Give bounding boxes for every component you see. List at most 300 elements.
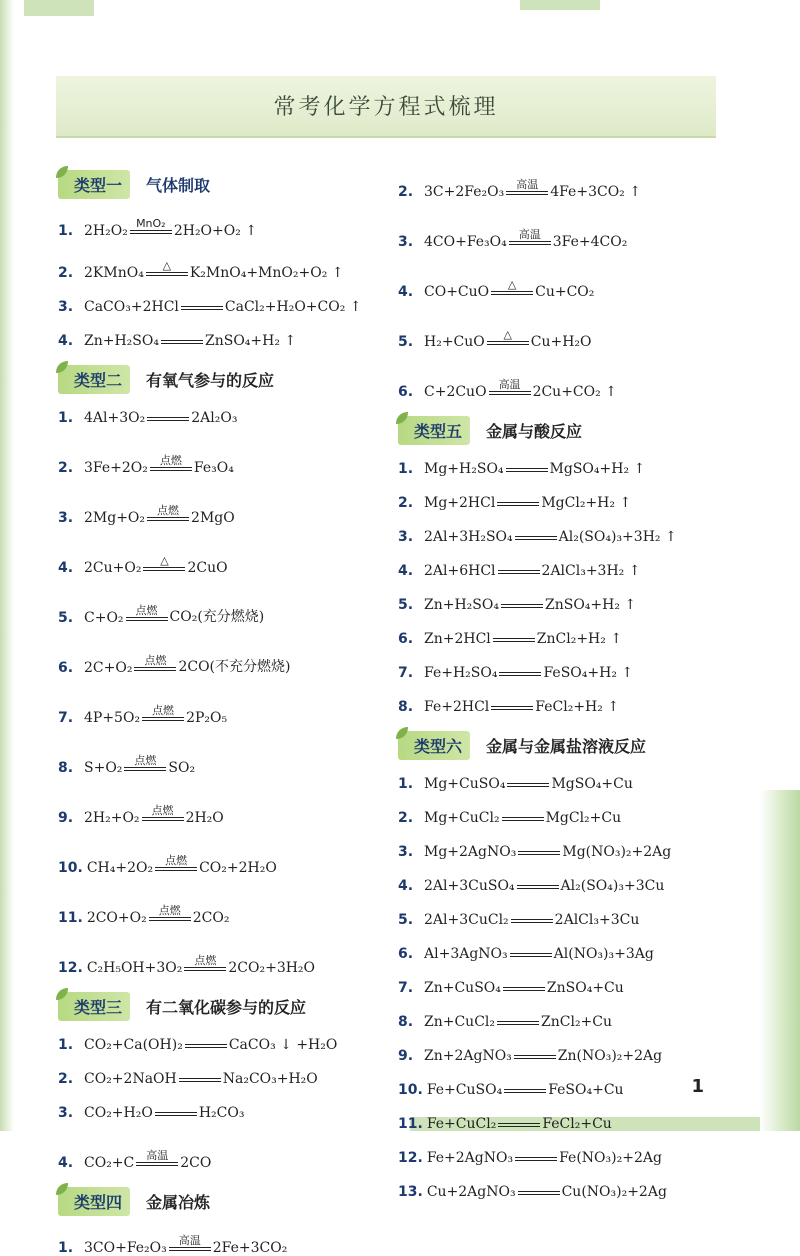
reactants: 2H₂O₂ bbox=[84, 223, 128, 239]
equation-number: 6. bbox=[398, 946, 414, 962]
reaction-arrow bbox=[491, 279, 533, 300]
products: Al₂(SO₄)₃+3H₂ ↑ bbox=[558, 529, 677, 545]
double-bar bbox=[179, 1078, 221, 1082]
double-bar bbox=[515, 1157, 557, 1161]
reaction-condition: MnO₂ bbox=[136, 217, 166, 230]
products: H₂CO₃ bbox=[198, 1105, 245, 1121]
double-bar bbox=[493, 638, 535, 642]
reaction-arrow bbox=[150, 455, 192, 476]
double-bar bbox=[514, 1055, 556, 1059]
products: FeSO₄+H₂ ↑ bbox=[543, 665, 634, 681]
reaction-arrow bbox=[124, 755, 166, 776]
equation-row bbox=[58, 796, 378, 826]
section-tag-label: 类型一 bbox=[74, 176, 123, 195]
equation-number: 3. bbox=[398, 529, 414, 545]
leaf-icon bbox=[54, 359, 70, 375]
products: Al(NO₃)₃+3Ag bbox=[553, 946, 654, 962]
products: ZnSO₄+H₂ ↑ bbox=[204, 333, 297, 349]
products: Al₂(SO₄)₃+3Cu bbox=[560, 878, 665, 894]
reaction-arrow bbox=[143, 555, 185, 576]
double-bar bbox=[518, 1191, 560, 1195]
equation-number: 4. bbox=[398, 878, 414, 894]
equation-row bbox=[398, 804, 768, 826]
double-bar bbox=[169, 1247, 211, 1251]
section-heading bbox=[58, 365, 378, 394]
reaction-condition: 点燃 bbox=[135, 604, 158, 617]
products: CO₂+2H₂O bbox=[199, 860, 277, 876]
reaction-arrow bbox=[491, 694, 533, 715]
reactants: Mg+CuSO₄ bbox=[424, 776, 506, 792]
equation-number: 2. bbox=[58, 460, 74, 476]
equation-row bbox=[398, 170, 768, 200]
products: Cu+H₂O bbox=[530, 334, 592, 350]
reactants: Mg+CuCl₂ bbox=[424, 810, 500, 826]
section-tag-label: 类型三 bbox=[74, 998, 123, 1017]
reaction-arrow bbox=[185, 1032, 227, 1053]
double-bar bbox=[185, 1044, 227, 1048]
products: 4Fe+3CO₂ ↑ bbox=[550, 184, 641, 200]
reactants: Zn+CuSO₄ bbox=[424, 980, 501, 996]
reactants: Fe+CuSO₄ bbox=[426, 1082, 503, 1098]
reactants: 2Mg+O₂ bbox=[84, 510, 146, 526]
section-tag bbox=[398, 731, 470, 760]
products: 2AlCl₃+3H₂ ↑ bbox=[541, 563, 641, 579]
equation-row bbox=[398, 455, 768, 477]
double-bar bbox=[136, 1162, 178, 1166]
reaction-arrow bbox=[504, 1077, 546, 1098]
double-bar bbox=[134, 667, 176, 671]
equation-number: 10. bbox=[58, 860, 83, 876]
leaf-icon bbox=[394, 725, 410, 741]
reactants: H₂+CuO bbox=[424, 334, 485, 350]
section-tag-label: 类型四 bbox=[74, 1193, 123, 1212]
section-heading bbox=[398, 731, 768, 760]
reaction-arrow bbox=[184, 955, 226, 976]
reactants: C+2CuO bbox=[424, 384, 487, 400]
equation-number: 5. bbox=[398, 334, 414, 350]
reactants: CO₂+H₂O bbox=[84, 1105, 153, 1121]
equation-number: 3. bbox=[398, 844, 414, 860]
section-title: 金属与金属盐溶液反应 bbox=[486, 737, 647, 756]
equation-row bbox=[398, 625, 768, 647]
double-bar bbox=[491, 291, 533, 295]
equation-row bbox=[58, 251, 378, 281]
reaction-arrow bbox=[518, 1179, 560, 1200]
products: Fe(NO₃)₂+2Ag bbox=[559, 1150, 662, 1166]
double-bar bbox=[501, 604, 543, 608]
products: Zn(NO₃)₂+2Ag bbox=[557, 1048, 663, 1064]
equation-row bbox=[58, 209, 378, 239]
reaction-arrow bbox=[509, 229, 551, 250]
reactants: Zn+2HCl bbox=[424, 631, 491, 647]
reactants: CO₂+Ca(OH)₂ bbox=[84, 1037, 183, 1053]
reaction-condition: 高温 bbox=[518, 228, 541, 241]
reaction-arrow bbox=[503, 975, 545, 996]
equation-row bbox=[398, 370, 768, 400]
double-bar bbox=[504, 1089, 546, 1093]
reaction-arrow bbox=[126, 605, 168, 626]
reaction-arrow bbox=[506, 179, 548, 200]
reactants: Fe+CuCl₂ bbox=[426, 1116, 497, 1132]
products: ZnSO₄+Cu bbox=[546, 980, 624, 996]
equation-row bbox=[398, 872, 768, 894]
equation-number: 6. bbox=[58, 660, 74, 676]
reactants: CH₄+2O₂ bbox=[86, 860, 154, 876]
double-bar bbox=[509, 241, 551, 245]
reaction-arrow bbox=[507, 771, 549, 792]
products: ZnSO₄+H₂ ↑ bbox=[544, 597, 637, 613]
products: CO₂(充分燃烧) bbox=[169, 609, 265, 625]
reactants: 2H₂+O₂ bbox=[84, 810, 140, 826]
double-bar bbox=[142, 717, 184, 721]
equation-row bbox=[58, 846, 378, 876]
equation-number: 3. bbox=[58, 1105, 74, 1121]
reaction-arrow bbox=[506, 456, 548, 477]
equation-row bbox=[398, 1110, 768, 1132]
equation-number: 8. bbox=[398, 1014, 414, 1030]
equation-row bbox=[398, 523, 768, 545]
reactants: CO+CuO bbox=[424, 284, 490, 300]
reaction-arrow bbox=[181, 294, 223, 315]
reaction-arrow bbox=[497, 1009, 539, 1030]
products: 2H₂O bbox=[185, 810, 224, 826]
reactants: 3C+2Fe₂O₃ bbox=[424, 184, 505, 200]
leaf-icon bbox=[394, 410, 410, 426]
reactants: 2Al+3CuCl₂ bbox=[424, 912, 509, 928]
reaction-arrow bbox=[142, 705, 184, 726]
products: MgSO₄+Cu bbox=[551, 776, 633, 792]
products: ZnCl₂+H₂ ↑ bbox=[536, 631, 623, 647]
equation-number: 1. bbox=[58, 410, 74, 426]
products: CaCO₃ ↓ +H₂O bbox=[228, 1037, 338, 1053]
section-tag bbox=[58, 365, 130, 394]
equation-number: 7. bbox=[58, 710, 74, 726]
double-bar bbox=[518, 851, 560, 855]
equation-number: 11. bbox=[398, 1116, 423, 1132]
equation-number: 2. bbox=[58, 265, 74, 281]
reaction-arrow bbox=[179, 1066, 221, 1087]
equation-number: 11. bbox=[58, 910, 83, 926]
reaction-condition: 点燃 bbox=[157, 504, 180, 517]
reaction-arrow bbox=[169, 1235, 211, 1256]
equation-row bbox=[398, 940, 768, 962]
double-bar bbox=[143, 567, 185, 571]
reactants: Zn+H₂SO₄ bbox=[424, 597, 499, 613]
equation-row bbox=[398, 557, 768, 579]
products: MgSO₄+H₂ ↑ bbox=[549, 461, 646, 477]
equation-number: 3. bbox=[58, 299, 74, 315]
reactants: CO₂+C bbox=[84, 1155, 135, 1171]
double-bar bbox=[181, 306, 223, 310]
products: 2MgO bbox=[191, 510, 235, 526]
equation-row bbox=[58, 446, 378, 476]
reaction-arrow bbox=[499, 660, 541, 681]
reaction-arrow bbox=[502, 805, 544, 826]
reactants: 2CO+O₂ bbox=[86, 910, 147, 926]
section-title: 金属冶炼 bbox=[146, 1193, 211, 1212]
reaction-arrow bbox=[493, 626, 535, 647]
equation-number: 2. bbox=[398, 810, 414, 826]
equation-row bbox=[398, 320, 768, 350]
products: 2Al₂O₃ bbox=[191, 410, 238, 426]
reaction-condition: 点燃 bbox=[151, 804, 174, 817]
equation-row bbox=[58, 646, 378, 676]
equation-row bbox=[58, 293, 378, 315]
reaction-arrow bbox=[511, 907, 553, 928]
products: 2CuO bbox=[187, 560, 228, 576]
equation-number: 6. bbox=[398, 631, 414, 647]
section-tag bbox=[58, 1187, 130, 1216]
section-title: 气体制取 bbox=[146, 176, 211, 195]
reaction-condition: 点燃 bbox=[134, 754, 157, 767]
equation-row bbox=[398, 838, 768, 860]
products: 2AlCl₃+3Cu bbox=[554, 912, 640, 928]
reaction-arrow bbox=[149, 905, 191, 926]
equation-row bbox=[58, 327, 378, 349]
equation-row bbox=[58, 496, 378, 526]
equation-row bbox=[58, 1141, 378, 1171]
equation-number: 10. bbox=[398, 1082, 423, 1098]
equation-number: 8. bbox=[58, 760, 74, 776]
leaf-icon bbox=[54, 164, 70, 180]
products: ZnCl₂+Cu bbox=[541, 1014, 613, 1030]
reaction-arrow bbox=[155, 855, 197, 876]
double-bar bbox=[142, 817, 184, 821]
reactants: 2Al+3CuSO₄ bbox=[424, 878, 515, 894]
section-title: 有氧气参与的反应 bbox=[146, 371, 275, 390]
page-number: 1 bbox=[691, 1076, 704, 1097]
products: 2CO₂+3H₂O bbox=[228, 960, 316, 976]
equation-row bbox=[398, 1076, 768, 1098]
double-bar bbox=[124, 767, 166, 771]
products: FeCl₂+Cu bbox=[542, 1116, 612, 1132]
equation-number: 8. bbox=[398, 699, 414, 715]
double-bar bbox=[491, 706, 533, 710]
double-bar bbox=[510, 953, 552, 957]
reactants: Zn+2AgNO₃ bbox=[424, 1048, 512, 1064]
reactants: 3CO+Fe₂O₃ bbox=[84, 1240, 167, 1256]
equation-number: 2. bbox=[58, 1071, 74, 1087]
equation-row bbox=[398, 770, 768, 792]
equation-row bbox=[398, 693, 768, 715]
reaction-arrow bbox=[514, 1043, 556, 1064]
products: 2CO bbox=[180, 1155, 212, 1171]
reactants: 4P+5O₂ bbox=[84, 710, 141, 726]
equation-number: 13. bbox=[398, 1184, 423, 1200]
equation-row bbox=[58, 746, 378, 776]
reaction-arrow bbox=[161, 328, 203, 349]
reactants: 2Al+6HCl bbox=[424, 563, 496, 579]
reaction-arrow bbox=[497, 490, 539, 511]
reaction-arrow bbox=[498, 1111, 540, 1132]
reaction-arrow bbox=[515, 524, 557, 545]
products: Na₂CO₃+H₂O bbox=[222, 1071, 318, 1087]
section-tag bbox=[398, 416, 470, 445]
section-heading bbox=[398, 416, 768, 445]
equation-number: 4. bbox=[58, 1155, 74, 1171]
products: Cu+CO₂ bbox=[535, 284, 595, 300]
section-title: 金属与酸反应 bbox=[486, 422, 583, 441]
equation-row bbox=[58, 946, 378, 976]
equation-row bbox=[398, 1042, 768, 1064]
reaction-arrow bbox=[136, 1150, 178, 1171]
double-bar bbox=[498, 1123, 540, 1127]
reaction-arrow bbox=[515, 1145, 557, 1166]
products: MgCl₂+H₂ ↑ bbox=[541, 495, 632, 511]
products: K₂MnO₄+MnO₂+O₂ ↑ bbox=[189, 265, 344, 281]
double-bar bbox=[506, 468, 548, 472]
section-tag-label: 类型二 bbox=[74, 371, 123, 390]
products: 2Fe+3CO₂ bbox=[212, 1240, 288, 1256]
double-bar bbox=[503, 987, 545, 991]
double-bar bbox=[147, 517, 189, 521]
reactants: 4Al+3O₂ bbox=[84, 410, 146, 426]
reaction-arrow bbox=[489, 379, 531, 400]
top-decoration bbox=[24, 0, 94, 16]
products: 2CO(不充分燃烧) bbox=[178, 659, 291, 675]
reaction-arrow bbox=[518, 839, 560, 860]
reactants: 2Al+3H₂SO₄ bbox=[424, 529, 513, 545]
equation-number: 4. bbox=[58, 560, 74, 576]
section-tag bbox=[58, 992, 130, 1021]
equation-number: 5. bbox=[398, 912, 414, 928]
reaction-arrow bbox=[487, 329, 529, 350]
page-title: 常考化学方程式梳理 bbox=[273, 95, 499, 120]
equation-row bbox=[398, 591, 768, 613]
equation-row bbox=[398, 270, 768, 300]
reaction-condition: △ bbox=[160, 554, 169, 567]
equation-number: 2. bbox=[398, 184, 414, 200]
reaction-condition: 高温 bbox=[146, 1149, 169, 1162]
double-bar bbox=[149, 917, 191, 921]
equation-number: 9. bbox=[58, 810, 74, 826]
reactants: Fe+2AgNO₃ bbox=[426, 1150, 514, 1166]
equation-row bbox=[58, 1065, 378, 1087]
section-title: 有二氧化碳参与的反应 bbox=[146, 998, 307, 1017]
reactants: Mg+H₂SO₄ bbox=[424, 461, 504, 477]
reaction-arrow bbox=[517, 873, 559, 894]
reaction-condition: 点燃 bbox=[194, 954, 217, 967]
double-bar bbox=[497, 1021, 539, 1025]
reactants: 2C+O₂ bbox=[84, 660, 133, 676]
reaction-condition: 点燃 bbox=[165, 854, 188, 867]
reaction-condition: △ bbox=[162, 259, 172, 272]
reactants: 4CO+Fe₃O₄ bbox=[424, 234, 507, 250]
products: MgCl₂+Cu bbox=[545, 810, 622, 826]
double-bar bbox=[515, 536, 557, 540]
double-bar bbox=[506, 191, 548, 195]
reactants: S+O₂ bbox=[84, 760, 123, 776]
double-bar bbox=[155, 867, 197, 871]
equation-row bbox=[58, 1099, 378, 1121]
reactants: CO₂+2NaOH bbox=[84, 1071, 177, 1087]
right-column bbox=[398, 170, 768, 1200]
products: 2P₂O₅ bbox=[186, 710, 228, 726]
equation-number: 7. bbox=[398, 980, 414, 996]
equation-row bbox=[58, 1226, 378, 1256]
title-banner bbox=[56, 76, 716, 138]
equation-number: 1. bbox=[58, 1240, 74, 1256]
equation-number: 4. bbox=[58, 333, 74, 349]
section-tag bbox=[58, 170, 130, 199]
equation-number: 1. bbox=[398, 776, 414, 792]
equation-row bbox=[58, 546, 378, 576]
reaction-condition: 高温 bbox=[178, 1234, 201, 1247]
equation-number: 9. bbox=[398, 1048, 414, 1064]
reaction-condition: 高温 bbox=[498, 378, 521, 391]
reaction-arrow bbox=[134, 655, 176, 676]
double-bar bbox=[146, 272, 188, 276]
reactants: Al+3AgNO₃ bbox=[424, 946, 508, 962]
reaction-arrow bbox=[498, 558, 540, 579]
double-bar bbox=[517, 885, 559, 889]
equation-row bbox=[58, 596, 378, 626]
reactants: Mg+2HCl bbox=[424, 495, 496, 511]
equation-row bbox=[398, 1008, 768, 1030]
equation-number: 1. bbox=[398, 461, 414, 477]
double-bar bbox=[497, 502, 539, 506]
products: Cu(NO₃)₂+2Ag bbox=[561, 1184, 667, 1200]
double-bar bbox=[498, 570, 540, 574]
reactants: 2KMnO₄ bbox=[84, 265, 144, 281]
double-bar bbox=[184, 967, 226, 971]
double-bar bbox=[155, 1112, 197, 1116]
leaf-icon bbox=[54, 986, 70, 1002]
reaction-arrow bbox=[501, 592, 543, 613]
equation-number: 7. bbox=[398, 665, 414, 681]
equation-number: 1. bbox=[58, 223, 74, 239]
equation-number: 3. bbox=[398, 234, 414, 250]
reactants: Mg+2AgNO₃ bbox=[424, 844, 517, 860]
double-bar bbox=[130, 230, 172, 234]
reactants: Cu+2AgNO₃ bbox=[426, 1184, 516, 1200]
reaction-condition: 高温 bbox=[516, 178, 539, 191]
section-tag-label: 类型六 bbox=[414, 737, 463, 756]
double-bar bbox=[487, 341, 529, 345]
products: FeSO₄+Cu bbox=[548, 1082, 624, 1098]
equation-number: 12. bbox=[58, 960, 83, 976]
left-column bbox=[58, 170, 378, 1256]
reactants: Fe+H₂SO₄ bbox=[424, 665, 498, 681]
reaction-condition: △ bbox=[507, 278, 517, 291]
equation-row bbox=[398, 974, 768, 996]
reaction-arrow bbox=[510, 941, 552, 962]
double-bar bbox=[507, 783, 549, 787]
reactants: Zn+H₂SO₄ bbox=[84, 333, 159, 349]
double-bar bbox=[511, 919, 553, 923]
page-edge bbox=[0, 0, 14, 1131]
products: 2H₂O+O₂ ↑ bbox=[173, 223, 258, 239]
double-bar bbox=[126, 617, 168, 621]
products: 3Fe+4CO₂ bbox=[552, 234, 628, 250]
reactants: 3Fe+2O₂ bbox=[84, 460, 148, 476]
equation-number: 12. bbox=[398, 1150, 423, 1166]
reaction-arrow bbox=[155, 1100, 197, 1121]
products: SO₂ bbox=[168, 760, 196, 776]
reactants: C₂H₅OH+3O₂ bbox=[86, 960, 183, 976]
section-tag-label: 类型五 bbox=[414, 422, 463, 441]
equation-number: 5. bbox=[58, 610, 74, 626]
equation-row bbox=[58, 404, 378, 426]
reactants: Fe+2HCl bbox=[424, 699, 490, 715]
equation-row bbox=[398, 1178, 768, 1200]
reaction-condition: △ bbox=[503, 328, 512, 341]
reaction-condition: 点燃 bbox=[152, 704, 175, 717]
equation-row bbox=[398, 659, 768, 681]
equation-number: 2. bbox=[398, 495, 414, 511]
equation-row bbox=[58, 896, 378, 926]
reactants: C+O₂ bbox=[84, 610, 124, 626]
